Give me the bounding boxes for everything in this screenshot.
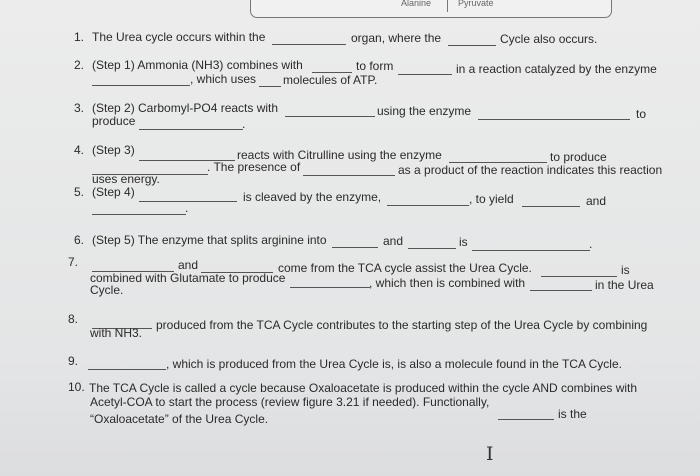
q9-text-a: , which is produced from the Urea Cycle is, is also a molecule found in the TCA Cycle. [166,357,622,371]
q4-text-b: reacts with Citrulline using the enzyme [237,148,442,162]
q10-blank-1 [498,419,554,420]
q4-text-f: uses energy. [92,172,160,186]
q2-text-e: molecules of ATP. [283,73,378,87]
q6-blank-2 [408,248,456,249]
q6-text-b: and [383,234,404,248]
q3-text-a: (Step 2) Carbomyl-PO4 reacts with [92,101,279,115]
q10-text-d: “Oxaloacetate” of the Urea Cycle. [90,412,269,426]
q7-blank-3 [541,276,617,277]
q4-text-a: (Step 3) [92,143,135,157]
q8-text-b: with NH3. [90,326,143,340]
q3-number: 3. [74,101,85,115]
q7-text-g: Cycle. [90,283,124,297]
q5-text-d: and [586,194,607,208]
q10-number: 10. [68,380,85,394]
q5-text-c: , to yield [469,192,514,206]
alanine-tab: Alanine [401,0,432,8]
q8-number: 8. [68,312,79,326]
q7-blank-4 [290,287,370,288]
q4-text-c: to produce [550,150,607,164]
q7-text-b: come from the TCA cycle assist the Urea Cycle. [278,261,532,275]
q8-text-a: produced from the TCA Cycle contributes to the starting step of the Urea Cycle by combining [156,318,648,332]
q7-blank-5 [530,290,592,291]
q2-number: 2. [74,58,85,72]
q5-blank-3 [522,206,580,207]
q10-text-b: Acetyl-COA to start the process (review figure 3.21 if needed). Functionally, [90,395,490,409]
pyruvate-tab: Pyruvate [458,0,494,8]
q6-period: . [589,237,593,251]
q2-blank-4 [259,86,281,87]
q4-blank-4 [303,175,395,176]
header-tabs [250,0,612,18]
q9-number: 9. [68,354,79,368]
q4-number: 4. [74,143,85,157]
q5-text-a: (Step 4) [92,185,135,199]
q9-blank-1 [88,369,166,370]
q3-blank-3 [139,129,243,130]
q1-text-a: The Urea cycle occurs within the [92,30,266,44]
q2-text-b: to form [356,59,394,73]
q7-number: 7. [68,255,79,269]
q7-text-e: , which then is combined with [369,276,526,290]
q1-blank-2 [448,45,496,46]
q6-blank-3 [472,250,590,251]
q6-text-a: (Step 5) The enzyme that splits arginine into [92,233,327,247]
q4-text-e: as a product of the reaction indicates this reaction [398,163,663,177]
q1-text-b: organ, where the [351,31,442,45]
q3-text-c: to [636,107,647,121]
q2-text-a: (Step 1) Ammonia (NH3) combines with [92,58,303,72]
q5-number: 5. [74,185,85,199]
q2-text-c: in a reaction catalyzed by the enzyme [456,62,657,76]
q1-text-c: Cycle also occurs. [500,32,598,46]
q6-text-c: is [459,235,468,249]
q5-blank-4 [92,214,186,215]
q5-text-b: is cleaved by the enzyme, [243,190,382,204]
q5-blank-2 [387,205,469,206]
q2-blank-3 [92,85,190,86]
q3-blank-1 [285,116,375,117]
q3-blank-2 [478,119,630,120]
q10-text-a: The TCA Cycle is called a cycle because Oxaloacetate is produced within the cycle AND combines with [89,381,638,395]
q4-text-d: . The presence of [207,160,301,174]
q1-number: 1. [74,30,85,44]
q6-number: 6. [74,233,85,247]
text-cursor-icon: I [486,443,494,465]
q7-text-c: is [621,263,630,277]
q10-text-c: is the [558,407,587,421]
q7-text-a: and [178,258,199,272]
q2-text-d: , which uses [190,72,257,86]
q3-text-b: using the enzyme [377,104,472,118]
q6-blank-1 [332,247,378,248]
tab-divider [447,0,449,12]
q3-text-d: produce [92,114,136,128]
q2-blank-2 [398,74,452,75]
q7-text-d: combined with Glutamate to produce [90,271,286,285]
q7-text-f: in the Urea [595,278,654,292]
q1-blank-1 [272,44,346,45]
q5-period: . [185,201,189,215]
q3-period: . [242,117,246,131]
